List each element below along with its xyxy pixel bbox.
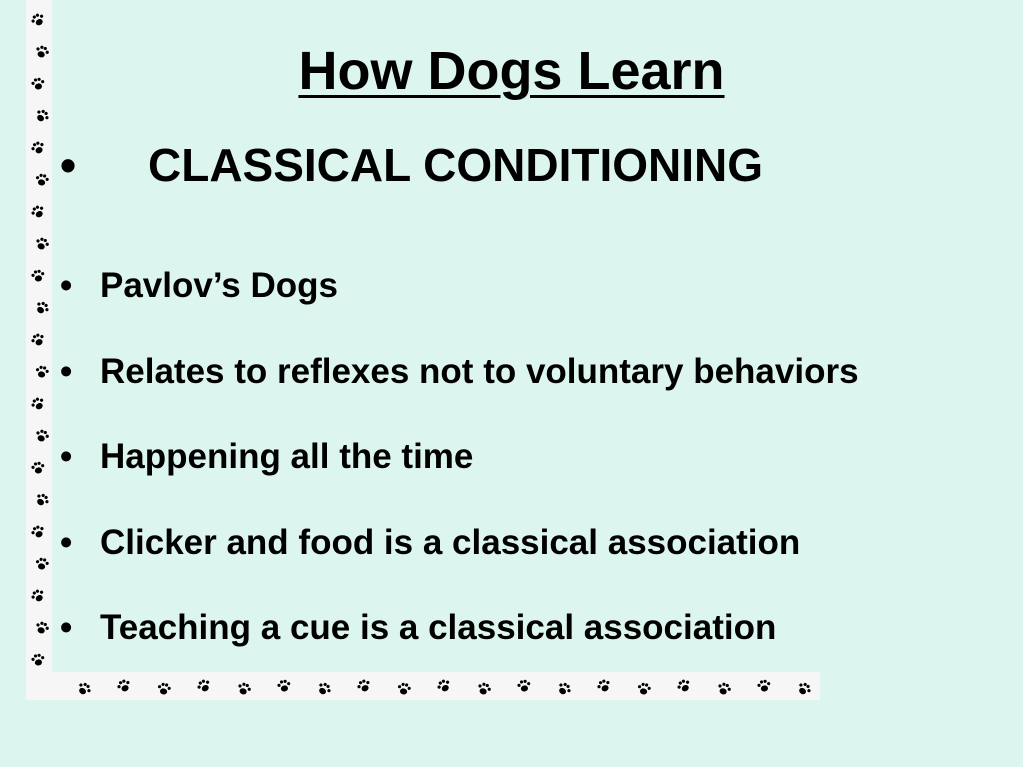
paw-print-icon	[30, 332, 46, 348]
bullet-icon: •	[60, 351, 73, 391]
paw-print-icon	[30, 396, 46, 412]
paw-print-icon	[396, 681, 412, 697]
paw-print-icon	[436, 678, 452, 694]
paw-print-icon	[30, 268, 46, 284]
bullet-icon: •	[60, 139, 77, 191]
paw-print-icon	[30, 204, 46, 220]
paw-print-icon	[30, 12, 46, 28]
paw-print-icon	[34, 556, 50, 572]
paw-print-icon	[30, 652, 46, 668]
paw-print-icon	[30, 460, 46, 476]
paw-border-bottom	[26, 672, 820, 700]
paw-print-icon	[30, 588, 46, 604]
paw-print-icon	[34, 492, 50, 508]
paw-print-icon	[316, 681, 332, 697]
paw-print-icon	[676, 678, 692, 694]
paw-print-icon	[476, 681, 492, 697]
paw-print-icon	[556, 681, 572, 697]
list-item-text: Clicker and food is a classical association	[100, 522, 801, 562]
paw-print-icon	[34, 236, 50, 252]
paw-print-icon	[34, 428, 50, 444]
paw-print-icon	[196, 678, 212, 694]
paw-print-icon	[796, 681, 812, 697]
bullet-icon: •	[60, 437, 73, 476]
paw-print-icon	[516, 678, 532, 694]
paw-print-icon	[636, 681, 652, 697]
paw-print-icon	[34, 300, 50, 316]
paw-print-icon	[76, 681, 92, 697]
list-item-text: Happening all the time	[100, 437, 474, 476]
bullet-icon: •	[60, 608, 73, 647]
paw-print-icon	[34, 620, 50, 636]
paw-print-icon	[756, 678, 772, 694]
paw-print-icon	[34, 172, 50, 188]
paw-print-icon	[116, 678, 132, 694]
list-item-text: Pavlov’s Dogs	[100, 266, 338, 305]
bullet-icon: •	[60, 522, 73, 562]
paw-print-icon	[30, 524, 46, 540]
slide-title: How Dogs Learn	[298, 41, 725, 101]
paw-print-icon	[276, 678, 292, 694]
paw-print-icon	[716, 681, 732, 697]
section-heading-text: CLASSICAL CONDITIONING	[148, 139, 764, 191]
list-item-text: Relates to reflexes not to voluntary behaviors	[100, 351, 859, 391]
list-item-text: Teaching a cue is a classical association	[100, 608, 777, 647]
paw-print-icon	[356, 678, 372, 694]
paw-print-icon	[156, 681, 172, 697]
paw-print-icon	[34, 364, 50, 380]
paw-print-icon	[596, 678, 612, 694]
paw-print-icon	[34, 108, 50, 124]
paw-print-icon	[236, 681, 252, 697]
bullet-icon: •	[60, 266, 73, 305]
paw-print-icon	[30, 140, 46, 156]
